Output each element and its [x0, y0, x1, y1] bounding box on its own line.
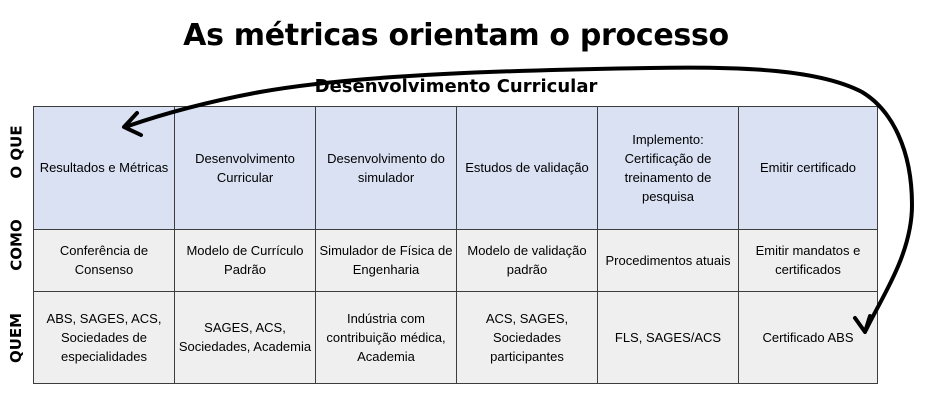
arrowhead-bottom	[855, 316, 870, 332]
row-label-who: QUEM	[7, 312, 26, 363]
diagram-subtitle: Desenvolvimento Curricular	[314, 76, 598, 97]
row-label-what: O QUE	[7, 125, 26, 179]
table-cell: Modelo de Currículo Padrão	[175, 229, 316, 291]
feedback-arrow-line	[128, 68, 912, 330]
table-cell: Simulador de Física de Engenharia	[316, 229, 457, 291]
table-cell: Desenvolvimento Curricular	[175, 107, 316, 230]
table-cell: Procedimentos atuais	[598, 229, 739, 291]
table-cell: Estudos de validação	[457, 107, 598, 230]
table-cell: Certificado ABS	[739, 291, 878, 383]
table-cell: Resultados e Métricas	[34, 107, 175, 230]
table-cell: Desenvolvimento do simulador	[316, 107, 457, 230]
table-cell: Emitir certificado	[739, 107, 878, 230]
table-cell: Emitir mandatos e certificados	[739, 229, 878, 291]
table-cell: ACS, SAGES, Sociedades participantes	[457, 291, 598, 383]
table-cell: Implemento: Certificação de treinamento de pesquisa	[598, 107, 739, 230]
table-cell: ABS, SAGES, ACS, Sociedades de especialidades	[34, 291, 175, 383]
table-cell: Conferência de Consenso	[34, 229, 175, 291]
table-cell: SAGES, ACS, Sociedades, Academia	[175, 291, 316, 383]
row-label-how: COMO	[7, 218, 26, 271]
table-cell: Indústria com contribuição médica, Academia	[316, 291, 457, 383]
table-cell: Modelo de validação padrão	[457, 229, 598, 291]
table-cell: FLS, SAGES/ACS	[598, 291, 739, 383]
page-title: As métricas orientam o processo	[183, 18, 729, 53]
